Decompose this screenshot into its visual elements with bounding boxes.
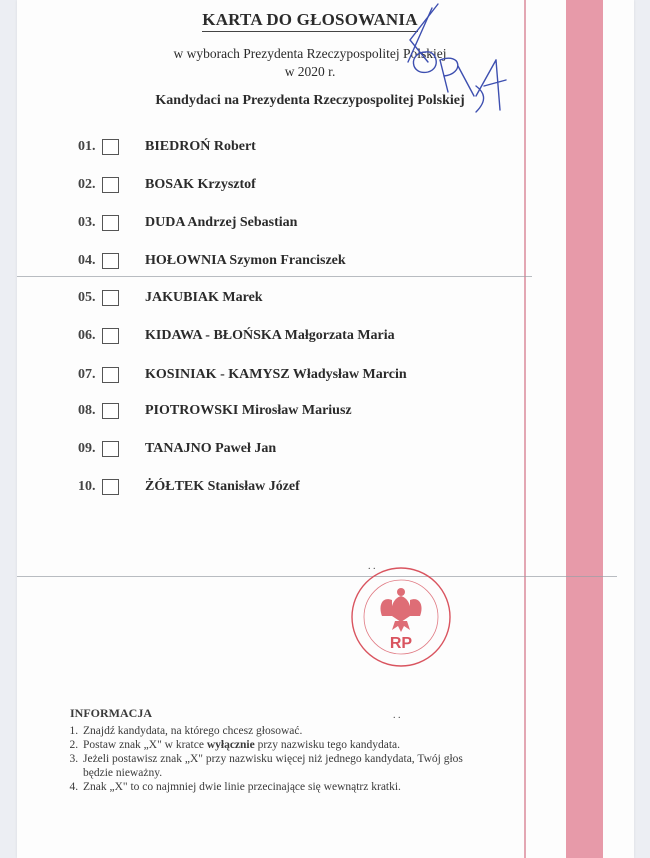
candidate-row: 01. BIEDROŃ Robert [78, 139, 256, 154]
dots-mark: . . [368, 561, 376, 572]
fold-line-top [17, 276, 532, 277]
candidate-name: DUDA Andrzej Sebastian [145, 215, 298, 230]
section-heading: Kandydaci na Prezydenta Rzeczypospolitej Polskiej [155, 93, 465, 108]
candidate-name: KOSINIAK - KAMYSZ Władysław Marcin [145, 367, 407, 382]
candidate-row: 04. HOŁOWNIA Szymon Franciszek [78, 253, 346, 268]
ballot-subtitle: w wyborach Prezydenta Rzeczypospolitej Polskiej [173, 46, 447, 61]
info-item: 2. Postaw znak „X" w kratce wyłącznie przy nazwisku tego kandydata. [81, 738, 478, 752]
candidate-row: 06. KIDAWA - BŁOŃSKA Małgorzata Maria [78, 328, 395, 343]
vote-checkbox[interactable] [102, 139, 119, 155]
pink-security-band [566, 0, 603, 858]
info-item: 1. Znajdź kandydata, na którego chcesz głosować. [81, 724, 478, 738]
candidate-row: 05. JAKUBIAK Marek [78, 290, 263, 305]
candidate-row: 10. ŻÓŁTEK Stanisław Józef [78, 479, 300, 494]
candidate-row: 09. TANAJNO Paweł Jan [78, 441, 277, 456]
vote-checkbox[interactable] [102, 479, 119, 495]
dots-mark: . . [393, 710, 401, 721]
candidate-row: 02. BOSAK Krzysztof [78, 177, 256, 192]
candidate-name: TANAJNO Paweł Jan [145, 441, 277, 456]
candidate-row: 03. DUDA Andrzej Sebastian [78, 215, 298, 230]
svg-text:RP: RP [389, 635, 413, 652]
candidate-row: 07. KOSINIAK - KAMYSZ Władysław Marcin [78, 367, 407, 382]
vote-checkbox[interactable] [102, 215, 119, 231]
kopia-handwritten-icon [380, 0, 520, 130]
ballot-title: KARTA DO GŁOSOWANIA [0, 10, 620, 30]
info-item: 3. Jeżeli postawisz znak „X" przy nazwisku więcej niż jednego kandydata, Twój głos będzie nieważny. [81, 752, 478, 780]
vote-checkbox[interactable] [102, 441, 119, 457]
vote-checkbox[interactable] [102, 253, 119, 269]
candidate-name: BOSAK Krzysztof [145, 177, 256, 192]
candidate-name: JAKUBIAK Marek [145, 290, 263, 305]
vote-checkbox[interactable] [102, 177, 119, 193]
vote-checkbox[interactable] [102, 328, 119, 344]
vote-checkbox[interactable] [102, 290, 119, 306]
fold-line-bottom [17, 576, 617, 577]
candidate-name: BIEDROŃ Robert [145, 139, 256, 154]
information-section [70, 706, 478, 794]
candidate-name: PIOTROWSKI Mirosław Mariusz [145, 403, 352, 418]
candidate-name: KIDAWA - BŁOŃSKA Małgorzata Maria [145, 328, 395, 343]
vote-checkbox[interactable] [102, 403, 119, 419]
eagle-stamp-icon [350, 566, 452, 668]
candidate-name: ŻÓŁTEK Stanisław Józef [145, 479, 300, 494]
info-item: 4. Znak „X" to co najmniej dwie linie przecinające się wewnątrz kratki. [81, 780, 478, 794]
ballot-year: w 2020 r. [284, 64, 336, 79]
vote-checkbox[interactable] [102, 367, 119, 383]
margin-line [524, 0, 526, 858]
candidate-row: 08. PIOTROWSKI Mirosław Mariusz [78, 403, 352, 418]
candidate-name: HOŁOWNIA Szymon Franciszek [145, 253, 346, 268]
info-heading: INFORMACJA [70, 706, 152, 720]
